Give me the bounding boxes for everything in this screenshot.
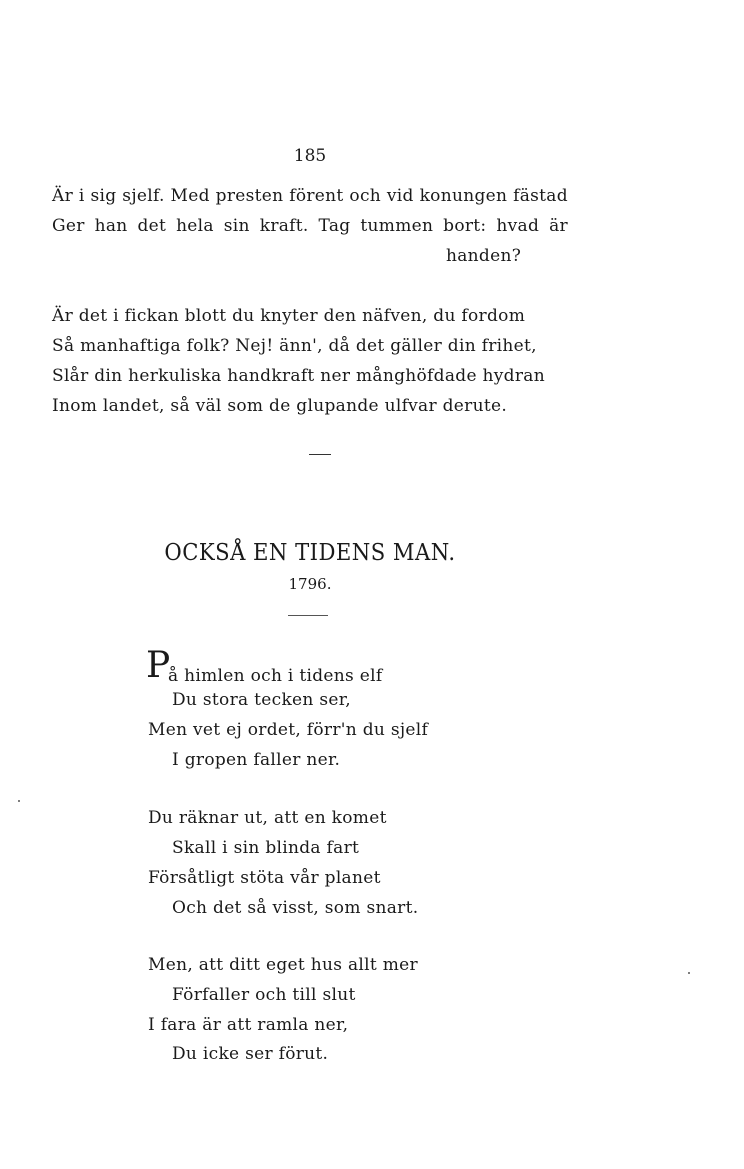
continuation-line-2-word: kraft.: [259, 216, 309, 236]
continuation-line-1-word: sig: [90, 186, 117, 206]
stanza-2-line-3: Försåtligt stöta vår planet: [148, 868, 381, 888]
continuation-line-1-word: fästad: [513, 186, 568, 206]
title-divider: [288, 615, 328, 616]
continuation-line-2-word: bort:: [443, 216, 487, 236]
stanza-2-line-4: Och det så visst, som snart.: [172, 898, 419, 918]
continuation-stanza2-line-2: Så manhaftiga folk? Nej! änn', då det gäller din frihet,: [52, 336, 537, 356]
page-number: 185: [293, 146, 327, 166]
continuation-line-2-word: tummen: [360, 216, 434, 236]
continuation-stanza2-line-1: Är det i fickan blott du knyter den näfven, du fordom: [52, 306, 526, 326]
stanza-1-line-2: Du stora tecken ser,: [172, 690, 352, 710]
poem-year: 1796.: [288, 575, 332, 593]
continuation-line-1-word: Med: [170, 186, 210, 206]
continuation-line-1-word: konungen: [419, 186, 508, 206]
continuation-line-2-word: hela: [176, 216, 214, 236]
stanza-3-line-3: I fara är att ramla ner,: [148, 1015, 349, 1035]
continuation-line-2-word: är: [549, 216, 568, 236]
continuation-line-1-word: Är: [52, 186, 74, 206]
continuation-line-1-word: presten: [215, 186, 284, 206]
scan-speck: [688, 972, 690, 974]
stanza-1-line-3: Men vet ej ordet, förr'n du sjelf: [148, 720, 429, 740]
continuation-line-2-word: han: [94, 216, 128, 236]
continuation-stanza2-line-4: Inom landet, så väl som de glupande ulfvar derute.: [52, 396, 508, 416]
scan-speck: [18, 800, 20, 802]
stanza-3-line-1: Men, att ditt eget hus allt mer: [148, 955, 418, 975]
stanza-1-line-1: å himlen och i tidens elf: [168, 666, 383, 686]
section-divider: [309, 454, 331, 455]
continuation-line-2-word: det: [137, 216, 167, 236]
stanza-2-line-2: Skall i sin blinda fart: [172, 838, 360, 858]
drop-cap: P: [146, 645, 171, 686]
continuation-line-1-word: och: [349, 186, 382, 206]
continuation-line-2-word: sin: [223, 216, 250, 236]
stanza-3-line-4: Du icke ser förut.: [172, 1044, 329, 1064]
continuation-line-2-word: Ger: [52, 216, 85, 236]
continuation-line-1-word: sjelf.: [122, 186, 165, 206]
stanza-1-line-4: I gropen faller ner.: [172, 750, 341, 770]
stanza-2-line-1: Du räknar ut, att en komet: [148, 808, 387, 828]
continuation-stanza2-line-3: Slår din herkuliska handkraft ner månghöfdade hydran: [52, 366, 545, 386]
continuation-line-2: [52, 216, 568, 236]
poem-title: OCKSÅ EN TIDENS MAN.: [164, 540, 456, 566]
continuation-line-2-word: Tag: [318, 216, 351, 236]
stanza-3-line-2: Förfaller och till slut: [172, 985, 356, 1005]
continuation-line-1-word: vid: [386, 186, 414, 206]
continuation-line-1-word: förent: [289, 186, 344, 206]
continuation-line-1: [52, 186, 568, 206]
continuation-line-2-runover: handen?: [446, 246, 522, 266]
continuation-line-2-word: hvad: [496, 216, 540, 236]
continuation-line-1-word: i: [78, 186, 85, 206]
